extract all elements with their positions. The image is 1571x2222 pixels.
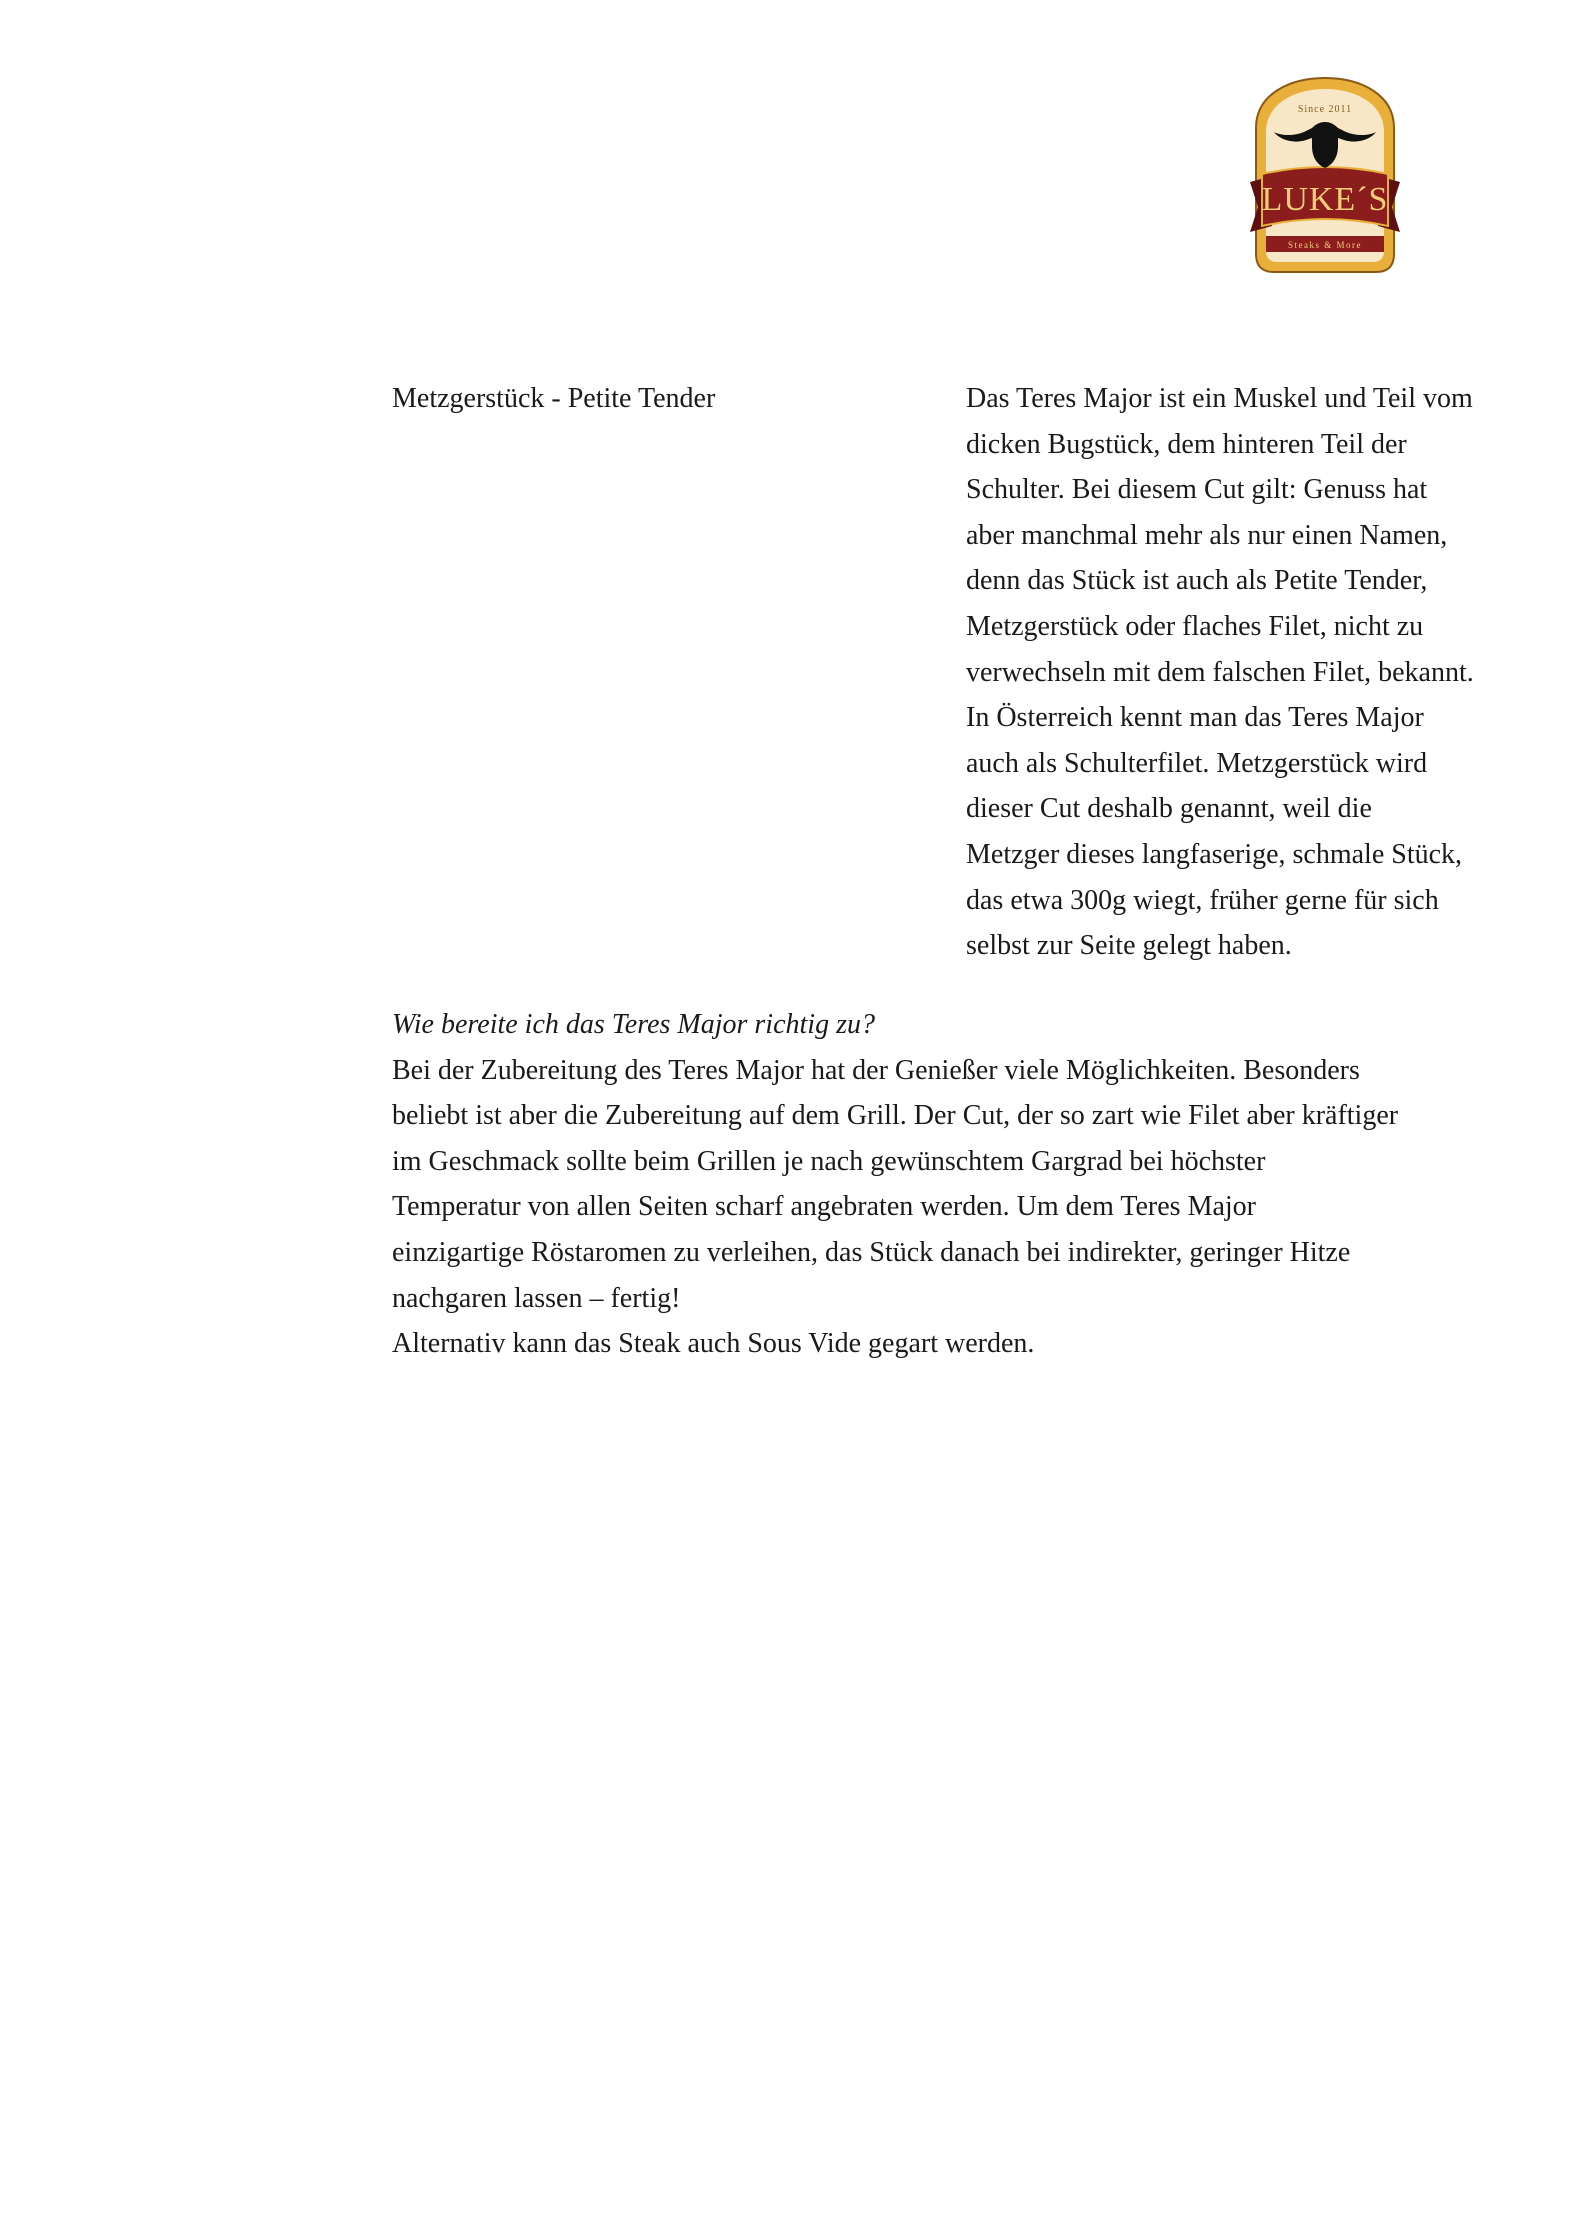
- intro-line: selbst zur Seite gelegt haben.: [966, 930, 1292, 962]
- intro-paragraph: [966, 376, 1566, 969]
- preparation-line: Bei der Zubereitung des Teres Major hat der Genießer viele Möglichkeiten. Besonders: [392, 1054, 1360, 1086]
- cut-title: Metzgerstück - Petite Tender: [392, 383, 716, 414]
- intro-line: das etwa 300g wiegt, früher gerne für sich: [966, 884, 1439, 916]
- lukes-logo-emblem: [1250, 76, 1400, 274]
- intro-line: verwechseln mit dem falschen Filet, bekannt.: [966, 656, 1474, 688]
- logo-tagline-text: Steaks & More: [1288, 240, 1362, 250]
- intro-line: aber manchmal mehr als nur einen Namen,: [966, 519, 1448, 551]
- preparation-line: Temperatur von allen Seiten scharf angebraten werden. Um dem Teres Major: [392, 1191, 1257, 1223]
- lukes-logo: [1250, 76, 1400, 274]
- preparation-line: einzigartige Röstaromen zu verleihen, das Stück danach bei indirekter, geringer Hitze: [392, 1236, 1351, 1268]
- intro-line: Metzgerstück oder flaches Filet, nicht zu: [966, 610, 1424, 642]
- preparation-line: Alternativ kann das Steak auch Sous Vide gegart werden.: [392, 1328, 1035, 1360]
- intro-line: denn das Stück ist auch als Petite Tender,: [966, 565, 1428, 597]
- intro-line: Das Teres Major ist ein Muskel und Teil vom: [966, 383, 1473, 414]
- preparation-heading: Wie bereite ich das Teres Major richtig zu?: [392, 1009, 875, 1040]
- intro-line: Schulter. Bei diesem Cut gilt: Genuss hat: [966, 474, 1428, 506]
- preparation-line: beliebt ist aber die Zubereitung auf dem Grill. Der Cut, der so zart wie Filet aber kräftiger: [392, 1100, 1399, 1132]
- preparation-section: [392, 1002, 1562, 1367]
- intro-line: Metzger dieses langfaserige, schmale Stück,: [966, 838, 1463, 870]
- intro-line: auch als Schulterfilet. Metzgerstück wird: [966, 747, 1428, 779]
- logo-since-text: Since 2011: [1297, 104, 1353, 115]
- intro-line: In Österreich kennt man das Teres Major: [966, 702, 1424, 734]
- preparation-line: nachgaren lassen – fertig!: [392, 1282, 681, 1314]
- intro-line: dieser Cut deshalb genannt, weil die: [966, 793, 1372, 825]
- logo-name-text: LUKE´S: [1261, 181, 1389, 218]
- intro-line: dicken Bugstück, dem hinteren Teil der: [966, 428, 1407, 460]
- preparation-line: im Geschmack sollte beim Grillen je nach gewünschtem Gargrad bei höchster: [392, 1145, 1266, 1177]
